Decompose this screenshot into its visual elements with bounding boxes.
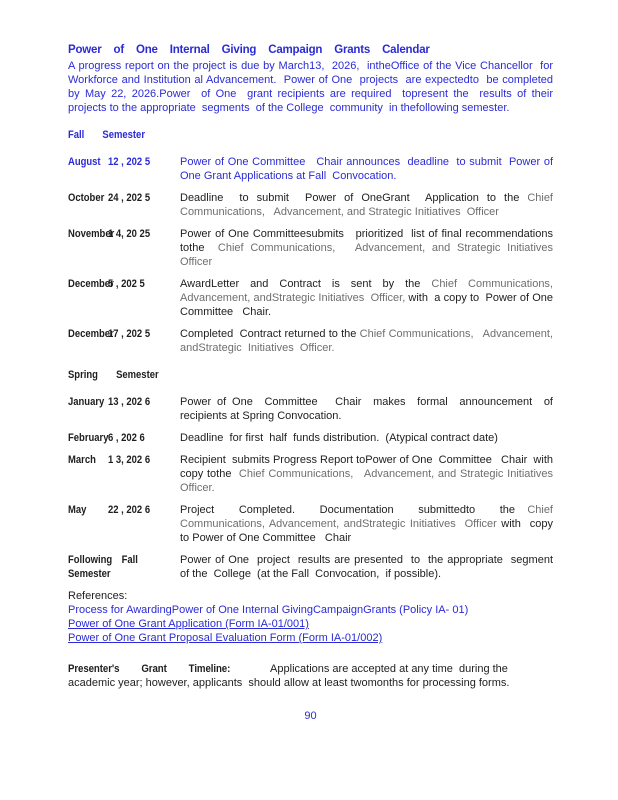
calendar-entry-december-17 [68, 327, 557, 355]
desc-segment: Power of One Committeesubmits prioritized list of final recommendations tothe [180, 228, 557, 254]
desc-segment: with copy to Power of One Committee Chair [180, 518, 557, 544]
entry-description [180, 277, 557, 319]
entry-month: Following Fall Semester [68, 554, 138, 580]
entry-date: 1 3, 202 6 [108, 454, 151, 466]
calendar-entry-november [68, 227, 560, 269]
entry-description [180, 155, 557, 183]
entry-description [180, 431, 553, 445]
desc-segment: Project Completed. Documentation submittedto the [180, 504, 528, 516]
entry-month: March [68, 454, 96, 466]
entry-description [180, 453, 557, 495]
desc-segment: AwardLetter and Contract is sent by the [180, 278, 432, 290]
calendar-entry-may [68, 503, 557, 545]
desc-segment-muted: Chief Communications, Advancement, and Strategic Initiatives Officer [180, 192, 557, 218]
references-heading: References: [68, 590, 128, 602]
desc-segment-muted: Chief Communications, Advancement, andStrategic Initiatives Officer. [180, 328, 557, 354]
desc-segment: Deadline to submit Power of OneGrant Application to the [180, 192, 528, 204]
entry-date: 13 , 202 6 [108, 396, 151, 408]
entry-description [180, 191, 557, 219]
references-section [68, 589, 553, 645]
reference-link-proposal-evaluation[interactable]: Power of One Grant Proposal Evaluation Form (Form IA-01/002) [68, 632, 383, 644]
desc-segment: with a copy to Power of One Committee Chair. [180, 292, 557, 318]
entry-month: December [68, 328, 114, 340]
reference-item-policy: Process for AwardingPower of One Internal GivingCampaignGrants (Policy IA- 01) [68, 604, 469, 616]
desc-segment: Recipient submits Progress Report toPower of One Committee Chair with copy tothe [180, 454, 557, 480]
entry-month: January [68, 396, 105, 408]
section-heading-spring-label: Spring Semester [68, 369, 159, 381]
calendar-entry-february [68, 431, 553, 445]
calendar-entry-march [68, 453, 557, 495]
entry-date: 17 , 202 5 [108, 328, 151, 340]
desc-segment-muted: Chief Communications, Advancement, andStrategic Initiatives Officer, [180, 278, 556, 304]
entry-month: December [68, 278, 114, 290]
entry-date: 1 4, 20 25 [108, 228, 151, 240]
section-heading-spring [68, 368, 553, 382]
entry-description [180, 553, 560, 581]
desc-segment: Power of One project results are presented to the appropriate segment of the College (at the Fall Convocation, if possible). [180, 554, 560, 580]
entry-description [180, 503, 557, 545]
desc-segment-muted: Chief Communications, Advancement, and Strategic Initiatives Officer [180, 242, 560, 268]
calendar-entry-january [68, 395, 557, 423]
desc-segment: Deadline for first half funds distribution. (Atypical contract date) [180, 432, 498, 444]
presenter-body: Applications are accepted at any time during the academic year; however, applicants should allow at least twomonths for processing forms. [68, 663, 511, 689]
page-number: 90 [304, 710, 317, 722]
entry-date: 24 , 202 5 [108, 192, 151, 204]
entry-month: October [68, 192, 105, 204]
calendar-entry-august [68, 155, 557, 183]
entry-date: 22 , 202 6 [108, 504, 151, 516]
desc-segment-muted: Chief Communications, Advancement, and Strategic Initiatives Officer. [180, 468, 557, 494]
document-title: Power of One Internal Giving Campaign Grants Calendar [68, 44, 430, 56]
entry-month: May [68, 504, 87, 516]
intro-paragraph: A progress report on the project is due by March13, 2026, intheOffice of the Vice Chancellor for Workforce and Institution al Advancement. Power of One projects are expectedto be completed by May 22, 2026.Power of One grant recipients are required topresent the results of their projects to the appropriate segments of the College community in thefollowing semester. [68, 60, 560, 114]
entry-date: 5 , 202 5 [108, 278, 145, 290]
entry-month: November [68, 228, 115, 240]
calendar-entry-october [68, 191, 557, 219]
desc-segment-muted: Chief Communications, Advancement, andStrategic Initiatives Officer [180, 504, 557, 530]
entry-description [180, 327, 557, 355]
entry-description [180, 227, 560, 269]
entry-description [180, 395, 557, 423]
desc-segment: Power of One Committee Chair makes formal announcement of recipients at Spring Convocation. [180, 396, 557, 422]
section-heading-fall-label: Fall Semester [68, 129, 146, 141]
entry-date: 12 , 202 5 [108, 156, 151, 168]
presenter-lead: Presenter's Grant Timeline: [68, 663, 231, 675]
calendar-entry-following-fall [68, 553, 560, 581]
section-heading-fall [68, 128, 553, 142]
presenter-paragraph [68, 662, 553, 690]
calendar-entry-december-5 [68, 277, 557, 319]
reference-link-grant-application[interactable]: Power of One Grant Application (Form IA-01/001) [68, 618, 309, 630]
entry-month: August [68, 156, 101, 168]
desc-segment: Completed Contract returned to the [180, 328, 360, 340]
desc-segment: Power of One Committee Chair announces deadline to submit Power of One Grant Applications at Fall Convocation. [180, 156, 557, 182]
entry-month: February [68, 432, 109, 444]
entry-date: 6 , 202 6 [108, 432, 145, 444]
